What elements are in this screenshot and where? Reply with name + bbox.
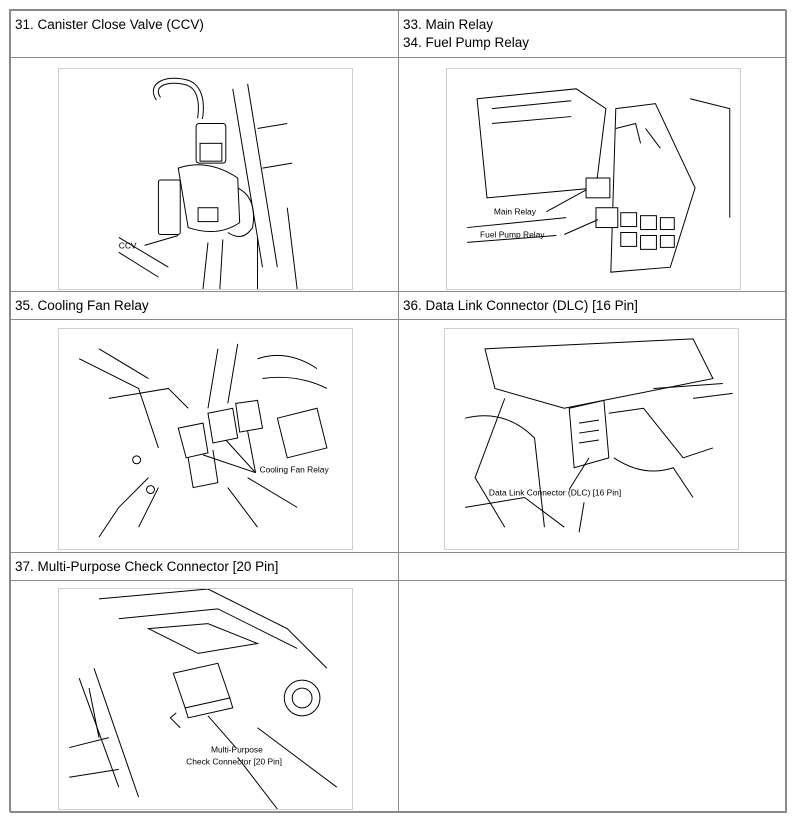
- dlc-illustration: [445, 329, 738, 549]
- header-title: 33. Main Relay: [403, 17, 494, 32]
- image-cell-cooling-fan: [10, 319, 399, 553]
- dlc-label: Data Link Connector (DLC) [16 Pin]: [488, 487, 622, 498]
- header-cell-dlc: [398, 291, 787, 320]
- image-cell-dlc: [398, 319, 787, 553]
- dlc-figure: [444, 328, 739, 550]
- header-cell-empty: [398, 552, 787, 581]
- header-title: 37. Multi-Purpose Check Connector [20 Pin]: [15, 559, 279, 574]
- header-title: 31. Canister Close Valve (CCV): [15, 17, 204, 32]
- multi-purpose-figure: [58, 588, 353, 810]
- header-title: 35. Cooling Fan Relay: [15, 298, 149, 313]
- multi-purpose-label-line2: Check Connector [20 Pin]: [186, 756, 282, 767]
- image-cell-relays: [398, 57, 787, 292]
- relays-illustration: [447, 69, 740, 289]
- cooling-fan-figure: [58, 328, 353, 550]
- header-title: 36. Data Link Connector (DLC) [16 Pin]: [403, 298, 638, 313]
- component-table: [9, 9, 786, 812]
- ccv-illustration: [59, 69, 352, 289]
- multi-purpose-illustration: [59, 589, 352, 809]
- header-cell-cooling-fan: [10, 291, 399, 320]
- image-cell-multi-purpose: [10, 580, 399, 813]
- cooling-fan-illustration: [59, 329, 352, 549]
- image-cell-empty: [398, 580, 787, 813]
- header-cell-ccv: [10, 10, 399, 58]
- header-cell-multi-purpose: [10, 552, 399, 581]
- main-relay-label: Main Relay: [493, 206, 536, 217]
- fuel-pump-relay-label: Fuel Pump Relay: [480, 229, 545, 240]
- relays-figure: [446, 68, 741, 290]
- image-cell-ccv: [10, 57, 399, 292]
- multi-purpose-label-line1: Multi-Purpose: [210, 744, 263, 755]
- ccv-figure: [58, 68, 353, 290]
- cooling-fan-relay-label: Cooling Fan Relay: [259, 464, 329, 475]
- header-cell-relays: [398, 10, 787, 58]
- ccv-label: CCV: [118, 240, 137, 251]
- header-title: 34. Fuel Pump Relay: [403, 35, 530, 50]
